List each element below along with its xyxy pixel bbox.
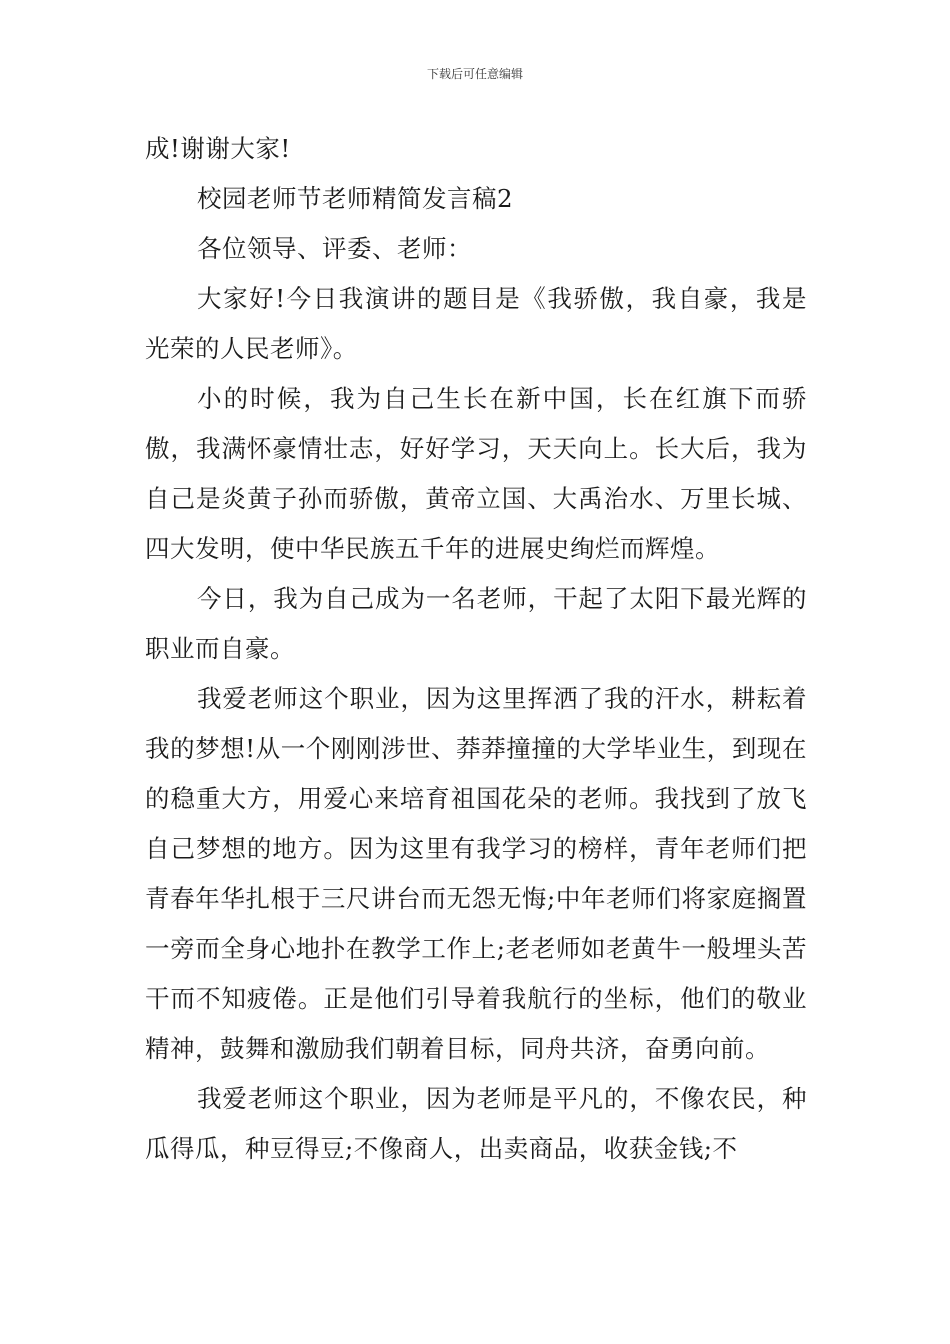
document-body xyxy=(145,124,807,1174)
paragraph-love-profession: 我爱老师这个职业，因为这里挥洒了我的汗水，耕耘着我的梦想!从一个刚刚涉世、莽莽撞撞的大学毕业生，到现在的稳重大方，用爱心来培育祖国花朵的老师。我找到了放飞自己梦想的地方。因为这里有我学习的榜样，青年老师们把青春年华扎根于三尺讲台而无怨无悔;中年老师们将家庭搁置一旁而全身心地扑在教学工作上;老老师如老黄牛一般埋头苦干而不知疲倦。正是他们引导着我航行的坐标，他们的敬业精神，鼓舞和激励我们朝着目标，同舟共济，奋勇向前。 xyxy=(145,684,807,1063)
paragraph-ordinary-teacher: 我爱老师这个职业，因为老师是平凡的，不像农民，种瓜得瓜，种豆得豆;不像商人，出卖商品，收获金钱;不 xyxy=(145,1084,807,1163)
paragraph-today: 今日，我为自己成为一名老师，干起了太阳下最光辉的职业而自豪。 xyxy=(145,584,807,663)
page-header-note: 下载后可任意编辑 xyxy=(426,67,523,81)
section-title: 校园老师节老师精简发言稿2 xyxy=(197,184,514,213)
paragraph-greeting: 大家好!今日我演讲的题目是《我骄傲，我自豪，我是光荣的人民老师》。 xyxy=(145,284,807,363)
paragraph-childhood: 小的时候，我为自己生长在新中国，长在红旗下而骄傲，我满怀豪情壮志，好好学习，天天向上。长大后，我为自己是炎黄子孙而骄傲，黄帝立国、大禹治水、万里长城、四大发明，使中华民族五千年的进展史绚烂而辉煌。 xyxy=(145,384,807,563)
paragraph-continuation: 成!谢谢大家! xyxy=(145,134,291,163)
salutation: 各位领导、评委、老师： xyxy=(197,234,472,263)
